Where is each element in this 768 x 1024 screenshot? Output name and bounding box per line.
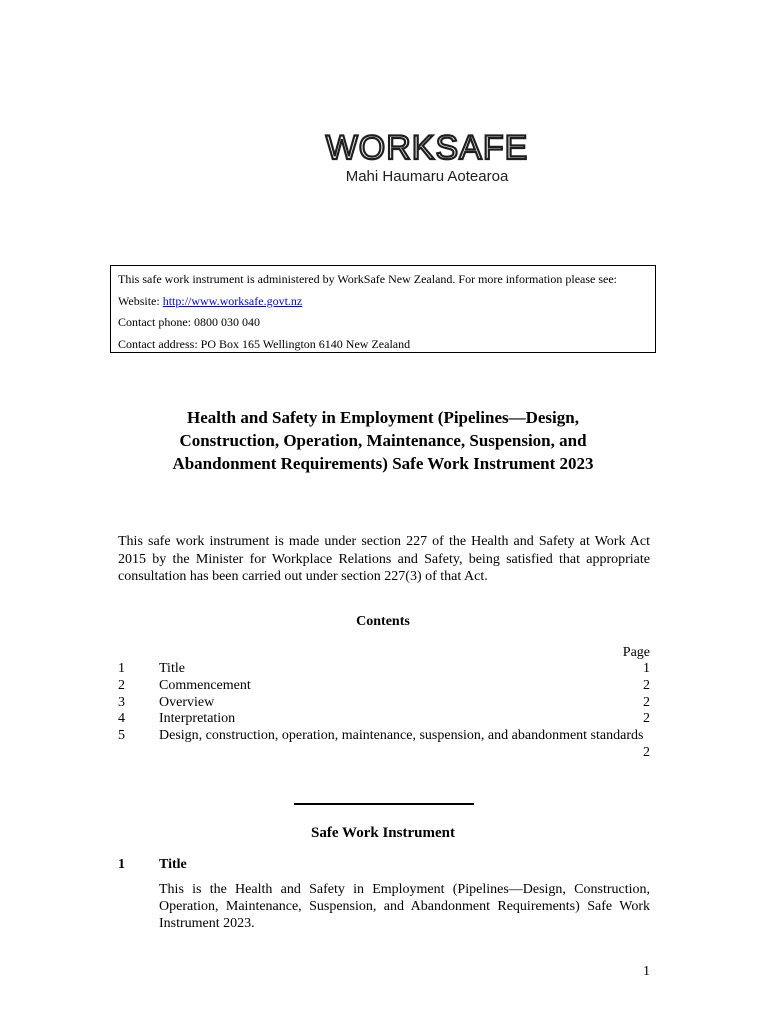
info-website-line [118, 291, 648, 313]
toc-page: 2 [643, 744, 650, 760]
toc-page: 2 [643, 677, 650, 693]
table-of-contents [118, 661, 650, 762]
website-label: Website: [118, 293, 163, 308]
clause-title: Title [159, 857, 187, 872]
toc-number: 4 [118, 711, 125, 727]
toc-title: Overview [159, 694, 215, 710]
toc-number: 3 [118, 694, 125, 710]
worksafe-logo [313, 128, 541, 186]
page-number: 1 [643, 964, 650, 979]
info-phone-line: Contact phone: 0800 030 040 [118, 315, 260, 329]
toc-row[interactable] [118, 728, 650, 762]
toc-page: 2 [643, 694, 650, 710]
info-administered-line: This safe work instrument is administered by WorkSafe New Zealand. For more information please see: [118, 272, 618, 286]
toc-number: 2 [118, 677, 125, 693]
website-link[interactable]: http://www.worksafe.govt.nz [162, 293, 303, 308]
intro-paragraph: This safe work instrument is made under section 227 of the Health and Safety at Work Act 2015 by the Minister for Workplace Relations and Safety, being satisfied that appropriate consultation has been carried out under section 227(3) of that Act. [118, 534, 650, 584]
section-divider [294, 803, 474, 805]
administration-info-box [110, 265, 656, 353]
toc-row[interactable] [118, 678, 650, 695]
logo-subtitle: Mahi Haumaru Aotearoa [345, 168, 509, 185]
clause-number: 1 [118, 857, 125, 872]
toc-title: Design, construction, operation, maintenance, suspension, and abandonment standards [159, 728, 644, 744]
title-line-1: Health and Safety in Employment (Pipelines—Design, [187, 408, 579, 427]
clause-body: This is the Health and Safety in Employment (Pipelines—Design, Construction, Operation, Maintenance, Suspension, and Abandonment Requirements) Safe Work Instrument 2023. [159, 882, 650, 932]
logo-wordmark: WORKSAFE [325, 129, 529, 167]
toc-title: Interpretation [159, 711, 236, 727]
toc-page: 1 [643, 661, 650, 676]
toc-row[interactable] [118, 711, 650, 728]
section-heading: Safe Work Instrument [311, 825, 455, 841]
toc-number: 5 [118, 728, 125, 744]
contents-heading: Contents [356, 614, 410, 629]
toc-title: Title [159, 661, 185, 676]
document-title [110, 406, 656, 475]
toc-number: 1 [118, 661, 125, 676]
toc-row[interactable] [118, 695, 650, 712]
title-line-2: Construction, Operation, Maintenance, Suspension, and [179, 431, 587, 450]
title-line-3: Abandonment Requirements) Safe Work Instrument 2023 [172, 454, 594, 473]
toc-row[interactable] [118, 661, 650, 678]
toc-title: Commencement [159, 677, 251, 693]
info-address-line: Contact address: PO Box 165 Wellington 6140 New Zealand [118, 336, 411, 351]
toc-page: 2 [643, 711, 650, 727]
contents-page-label: Page [622, 645, 650, 660]
